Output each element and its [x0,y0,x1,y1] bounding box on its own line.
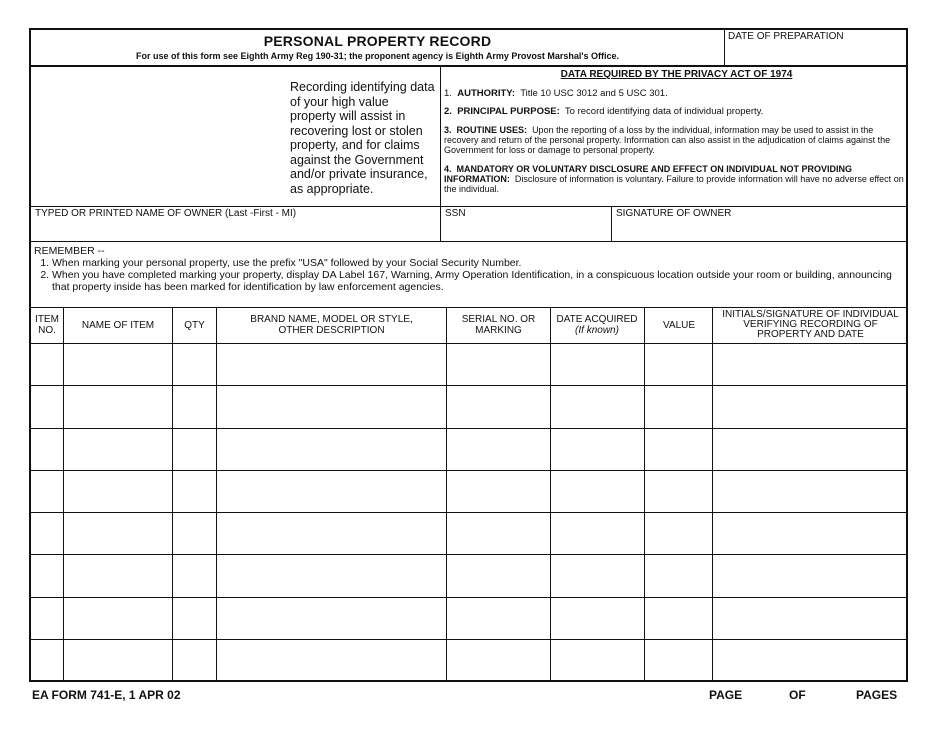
table-cell-item-no[interactable] [31,640,63,681]
table-cell-verification[interactable] [713,513,907,554]
remember-item-2: 2. When you have completed marking your property, display DA Label 167, Warning, Army Operation Identification, in a conspicuous location outside your room or building, announcing that property inside has been marked for identification by law enforcement agencies. [52,269,902,293]
privacy-num-1: 1. [444,88,452,99]
disclosure-text: Disclosure of information is voluntary. Failure to provide information will have no adverse effect on the individual. [444,174,904,194]
purpose-label: PRINCIPAL PURPOSE: [457,106,560,117]
form-title: PERSONAL PROPERTY RECORD [263,33,492,49]
table-cell-value[interactable] [645,513,712,554]
table-cell-value[interactable] [645,429,712,470]
disclosure-label: MANDATORY OR VOLUNTARY DISCLOSURE AND EFFECT ON INDIVIDUAL NOT PROVIDING INFORMATION: [444,164,853,184]
table-cell-qty[interactable] [173,471,216,512]
table-cell-date-acquired[interactable] [551,344,644,385]
remember-item-1: 1. When marking your personal property, use the prefix "USA" followed by your Social Security Number. [52,257,902,269]
table-cell-serial[interactable] [447,344,550,385]
table-cell-verification[interactable] [713,344,907,385]
table-cell-item-no[interactable] [31,598,63,639]
table-cell-item-no[interactable] [31,386,63,427]
table-cell-name[interactable] [64,471,172,512]
table-cell-qty[interactable] [173,344,216,385]
col-header-value: VALUE [662,319,696,331]
date-of-preparation-label: DATE OF PREPARATION [728,31,844,42]
table-cell-date-acquired[interactable] [551,513,644,554]
table-cell-verification[interactable] [713,386,907,427]
property-table [31,307,908,682]
table-cell-name[interactable] [64,344,172,385]
remember-block [34,245,902,293]
col-header-verification: INITIALS/SIGNATURE OF INDIVIDUAL VERIFYING RECORDING OF PROPERTY AND DATE [722,309,899,340]
table-cell-name[interactable] [64,555,172,596]
table-cell-description[interactable] [217,471,446,512]
table-cell-value[interactable] [645,471,712,512]
col-header-serial: SERIAL NO. OR MARKING [461,314,536,336]
authority-label: AUTHORITY: [457,88,516,99]
table-cell-serial[interactable] [447,513,550,554]
table-cell-serial[interactable] [447,471,550,512]
table-cell-verification[interactable] [713,429,907,470]
table-cell-value[interactable] [645,344,712,385]
table-cell-description[interactable] [217,429,446,470]
table-cell-serial[interactable] [447,429,550,470]
authority-text: Title 10 USC 3012 and 5 USC 301. [520,88,668,99]
table-cell-qty[interactable] [173,429,216,470]
intro-note: Recording identifying data of your high value property will assist in recovering lost or stolen property, and for claims against the Government and/or private insurance, as appropriate. [290,80,435,196]
col-header-qty: QTY [184,319,205,331]
form-subtitle: For use of this form see Eighth Army Reg 190-31; the proponent agency is Eighth Army Provost Marshal's Office. [135,51,620,61]
table-cell-description[interactable] [217,386,446,427]
table-cell-verification[interactable] [713,555,907,596]
purpose-text: To record identifying data of individual property. [564,106,764,117]
col-header-name: NAME OF ITEM [81,319,155,331]
col-header-item-no: ITEM NO. [35,314,59,336]
table-cell-item-no[interactable] [31,471,63,512]
table-cell-description[interactable] [217,513,446,554]
owner-signature-field[interactable] [612,207,908,241]
table-cell-value[interactable] [645,640,712,681]
form-id: EA FORM 741-E, 1 APR 02 [32,688,181,702]
table-cell-date-acquired[interactable] [551,386,644,427]
table-cell-date-acquired[interactable] [551,429,644,470]
owner-name-field[interactable] [31,207,440,241]
table-cell-qty[interactable] [173,640,216,681]
table-cell-date-acquired[interactable] [551,640,644,681]
table-cell-date-acquired[interactable] [551,555,644,596]
table-cell-name[interactable] [64,386,172,427]
table-cell-name[interactable] [64,598,172,639]
table-cell-description[interactable] [217,640,446,681]
table-cell-qty[interactable] [173,598,216,639]
owner-signature-label: SIGNATURE OF OWNER [616,208,732,219]
remember-heading: REMEMBER -- [34,245,105,257]
table-cell-serial[interactable] [447,598,550,639]
routine-uses-label: ROUTINE USES: [456,125,528,135]
privacy-num-4: 4. [444,164,452,174]
ssn-field[interactable] [441,207,611,241]
table-cell-date-acquired[interactable] [551,598,644,639]
table-cell-verification[interactable] [713,598,907,639]
pages-label: PAGES [856,688,898,702]
col-header-date-acquired [550,307,644,343]
privacy-act-block [444,70,909,201]
table-cell-description[interactable] [217,344,446,385]
table-cell-name[interactable] [64,513,172,554]
page-label: PAGE [709,688,743,702]
table-cell-serial[interactable] [447,640,550,681]
property-record-form [29,28,908,682]
table-cell-verification[interactable] [713,471,907,512]
privacy-num-2: 2. [444,106,452,117]
table-cell-value[interactable] [645,555,712,596]
table-cell-qty[interactable] [173,555,216,596]
table-cell-date-acquired[interactable] [551,471,644,512]
table-cell-name[interactable] [64,640,172,681]
table-cell-item-no[interactable] [31,555,63,596]
date-acquired-label: DATE ACQUIRED [556,314,638,325]
ssn-label: SSN [445,208,466,219]
table-cell-description[interactable] [217,555,446,596]
privacy-heading: DATA REQUIRED BY THE PRIVACY ACT OF 1974 [560,69,793,80]
table-cell-verification[interactable] [713,640,907,681]
owner-name-label: TYPED OR PRINTED NAME OF OWNER (Last -First - MI) [35,208,297,219]
table-cell-serial[interactable] [447,386,550,427]
date-of-preparation-field[interactable] [724,30,908,65]
table-cell-item-no[interactable] [31,344,63,385]
table-cell-qty[interactable] [173,513,216,554]
table-cell-item-no[interactable] [31,429,63,470]
table-cell-item-no[interactable] [31,513,63,554]
date-acquired-sub: (If known) [575,325,619,336]
table-cell-qty[interactable] [173,386,216,427]
col-header-description: BRAND NAME, MODEL OR STYLE, OTHER DESCRIPTION [250,314,413,336]
table-cell-value[interactable] [645,598,712,639]
table-cell-value[interactable] [645,386,712,427]
table-cell-description[interactable] [217,598,446,639]
of-label: OF [789,688,806,702]
routine-uses-text: Upon the reporting of a loss by the individual, information may be used to assist in the recovery and return of the personal property. Information can also assist in the adjudication of claims against the Government for loss or damage to personal property. [444,125,891,155]
privacy-num-3: 3. [444,125,452,135]
table-cell-serial[interactable] [447,555,550,596]
table-cell-name[interactable] [64,429,172,470]
